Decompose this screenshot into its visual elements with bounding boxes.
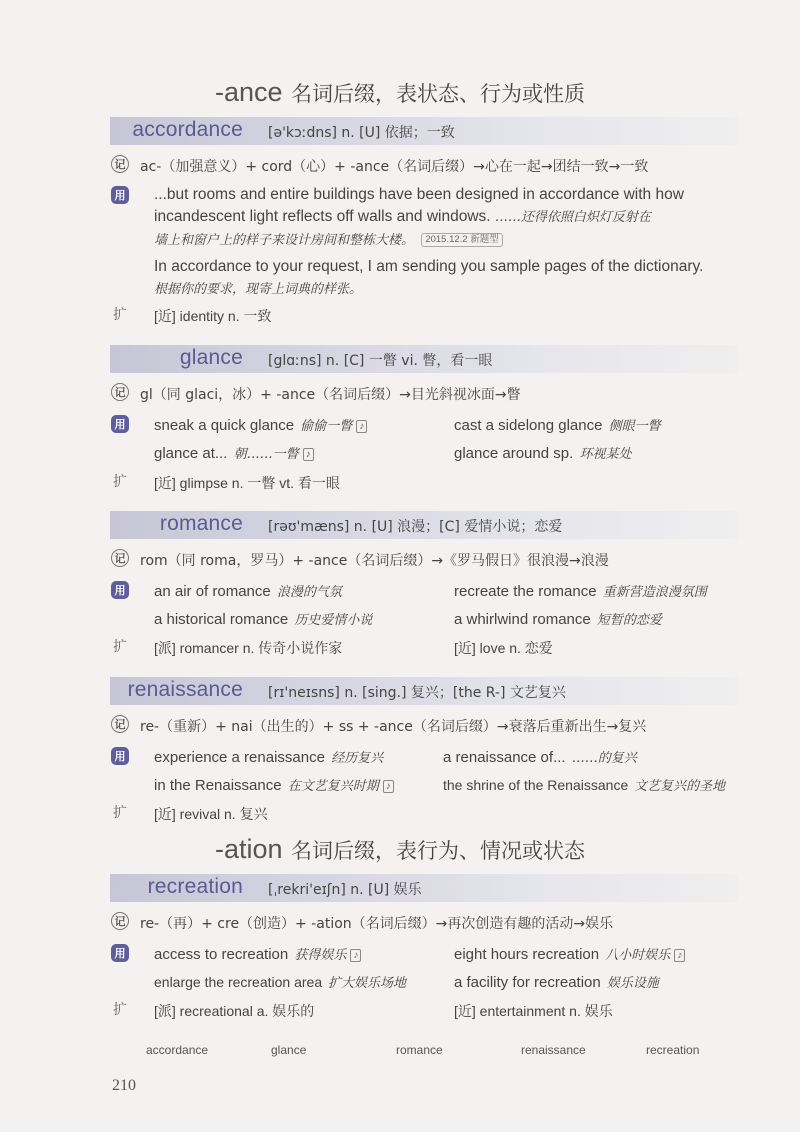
footer-word[interactable]: romance <box>396 1043 443 1057</box>
colloc-en: sneak a quick glance <box>154 417 295 434</box>
colloc-cn: 经历复兴 <box>331 751 384 766</box>
yong-icon: 用 <box>111 581 129 599</box>
kuo-icon: 扩 <box>113 474 127 490</box>
colloc-en: a renaissance of... <box>443 749 566 766</box>
entry-band-romance <box>110 511 738 539</box>
suffix-ation-desc: 名词后缀，表行为、情况或状态 <box>291 840 585 863</box>
headword-romance: romance <box>159 512 243 535</box>
audio-icon[interactable]: ♪ <box>303 448 314 461</box>
collocation-romance-3 <box>154 609 372 628</box>
ji-icon: 记 <box>111 549 129 567</box>
kuo-icon: 扩 <box>113 307 127 323</box>
example-accordance-2 <box>154 256 744 301</box>
collocation-renaissance-3 <box>154 775 394 794</box>
colloc-cn: 偷偷一瞥 <box>300 419 353 434</box>
collocation-romance-1 <box>154 581 342 600</box>
colloc-en: recreate the romance <box>454 583 597 600</box>
colloc-cn: 重新营造浪漫氛围 <box>602 585 707 600</box>
colloc-cn: 朝……一瞥 <box>233 447 299 462</box>
footer-word[interactable]: glance <box>271 1043 307 1057</box>
suffix-ance-desc: 名词后缀，表状态、行为或性质 <box>291 83 585 106</box>
kuo-icon: 扩 <box>113 639 127 655</box>
collocation-glance-1 <box>154 415 367 434</box>
section-title-ance <box>0 77 800 108</box>
example-en-line: In accordance to your request, I am sending you sample pages of the dictionary. <box>154 258 704 275</box>
page-number: 210 <box>112 1077 136 1094</box>
entry-band-renaissance <box>110 677 738 705</box>
colloc-cn: ……的复兴 <box>571 751 637 766</box>
example-accordance-1 <box>154 184 744 252</box>
colloc-cn: 获得娱乐 <box>294 948 347 963</box>
colloc-en: in the Renaissance <box>154 777 282 794</box>
section-title-ation <box>0 834 800 865</box>
yong-icon: 用 <box>111 747 129 765</box>
entry-band-accordance <box>110 117 738 145</box>
collocation-recreation-2 <box>454 944 685 963</box>
collocation-glance-2 <box>454 415 661 434</box>
colloc-cn: 八小时娱乐 <box>605 948 671 963</box>
etymology-romance: rom（同 roma，罗马）+ -ance（名词后缀）→《罗马假日》很浪漫→浪漫 <box>140 553 609 569</box>
example-cn-line: ……还得依照白炽灯反射在 <box>494 210 651 225</box>
colloc-cn: 文艺复兴的圣地 <box>634 779 726 794</box>
headword-recreation: recreation <box>147 875 243 898</box>
audio-icon[interactable]: ♪ <box>383 780 394 793</box>
kuo-icon: 扩 <box>113 805 127 821</box>
colloc-cn: 娱乐设施 <box>606 976 659 991</box>
collocation-renaissance-1 <box>154 747 383 766</box>
colloc-cn: 历史爱情小说 <box>294 613 373 628</box>
colloc-en: a historical romance <box>154 611 289 628</box>
colloc-cn: 短暂的恋爱 <box>596 613 662 628</box>
definition-romance: [rəʊ'mæns] n. [U] 浪漫；[C] 爱情小说；恋爱 <box>268 519 563 535</box>
colloc-en: eight hours recreation <box>454 946 600 963</box>
colloc-cn: 在文艺复兴时期 <box>287 779 379 794</box>
footer-word[interactable]: accordance <box>146 1043 209 1057</box>
entry-band-recreation <box>110 874 738 902</box>
headword-accordance: accordance <box>132 118 243 141</box>
colloc-cn: 侧眼一瞥 <box>608 419 661 434</box>
colloc-cn: 浪漫的气氛 <box>276 585 342 600</box>
example-en-line: incandescent light reflects off walls and windows. <box>154 208 491 225</box>
collocation-glance-4 <box>454 443 631 462</box>
collocation-glance-3 <box>154 443 314 462</box>
colloc-en: experience a renaissance <box>154 749 325 766</box>
entry-band-glance <box>110 345 738 373</box>
colloc-en: a whirlwind romance <box>454 611 591 628</box>
ji-icon: 记 <box>111 155 129 173</box>
extension-accordance: [近] identity n. 一致 <box>154 308 272 324</box>
etymology-recreation: re-（再）+ cre（创造）+ -ation（名词后缀）→再次创造有趣的活动→娱乐 <box>140 916 614 932</box>
collocation-recreation-4 <box>454 972 659 991</box>
footer-word[interactable]: renaissance <box>521 1043 586 1057</box>
colloc-en: a facility for recreation <box>454 974 601 991</box>
yong-icon: 用 <box>111 944 129 962</box>
exam-source-stamp: 2015.12.2 新题型 <box>421 233 502 247</box>
example-cn-line: 墙上和窗户上的样子来设计房间和整栋大楼。 <box>154 233 415 248</box>
yong-icon: 用 <box>111 186 129 204</box>
etymology-accordance: ac-（加强意义）+ cord（心）+ -ance（名词后缀）→心在一起→团结一致→一致 <box>140 159 649 175</box>
ji-icon: 记 <box>111 383 129 401</box>
colloc-en: access to recreation <box>154 946 289 963</box>
collocation-renaissance-4 <box>443 775 725 794</box>
definition-renaissance: [rɪ'neɪsns] n. [sing.] 复兴；[the R-] 文艺复兴 <box>268 685 566 701</box>
headword-glance: glance <box>179 346 243 369</box>
collocation-recreation-3 <box>154 972 406 991</box>
ji-icon: 记 <box>111 715 129 733</box>
definition-glance: [glɑːns] n. [C] 一瞥 vi. 瞥，看一眼 <box>268 353 493 369</box>
etymology-renaissance: re-（重新）+ nai（出生的）+ ss + -ance（名词后缀）→衰落后重新出生→复兴 <box>140 719 647 735</box>
extension-romance-1: [派] romancer n. 传奇小说作家 <box>154 640 343 656</box>
colloc-cn: 扩大娱乐场地 <box>328 976 407 991</box>
headword-renaissance: renaissance <box>127 678 243 701</box>
collocation-romance-4 <box>454 609 662 628</box>
example-cn-line: 根据你的要求，现寄上词典的样张。 <box>154 282 363 297</box>
colloc-en: cast a sidelong glance <box>454 417 603 434</box>
kuo-icon: 扩 <box>113 1002 127 1018</box>
colloc-en: the shrine of the Renaissance <box>443 777 629 793</box>
collocation-recreation-1 <box>154 944 361 963</box>
definition-accordance: [ə'kɔːdns] n. [U] 依据；一致 <box>268 125 455 141</box>
suffix-ance: -ance <box>215 77 283 107</box>
audio-icon[interactable]: ♪ <box>674 949 685 962</box>
extension-glance: [近] glimpse n. 一瞥 vt. 看一眼 <box>154 475 340 491</box>
suffix-ation: -ation <box>215 834 283 864</box>
colloc-en: glance at... <box>154 445 228 462</box>
collocation-romance-2 <box>454 581 707 600</box>
etymology-glance: gl（同 glaci，冰）+ -ance（名词后缀）→目光斜视冰面→瞥 <box>140 387 521 403</box>
collocation-renaissance-2 <box>443 747 637 766</box>
audio-icon[interactable]: ♪ <box>350 949 361 962</box>
extension-romance-2: [近] love n. 恋爱 <box>454 640 553 656</box>
colloc-en: glance around sp. <box>454 445 574 462</box>
extension-renaissance: [近] revival n. 复兴 <box>154 806 268 822</box>
footer-word[interactable]: recreation <box>646 1043 700 1057</box>
colloc-en: enlarge the recreation area <box>154 974 323 990</box>
colloc-cn: 环视某处 <box>579 447 632 462</box>
definition-recreation: [ˌrekri'eɪʃn] n. [U] 娱乐 <box>268 882 422 898</box>
extension-recreation-1: [派] recreational a. 娱乐的 <box>154 1003 315 1019</box>
ji-icon: 记 <box>111 912 129 930</box>
audio-icon[interactable]: ♪ <box>356 420 367 433</box>
yong-icon: 用 <box>111 415 129 433</box>
example-en-line: ...but rooms and entire buildings have been designed in accordance with how <box>154 186 684 203</box>
colloc-en: an air of romance <box>154 583 271 600</box>
extension-recreation-2: [近] entertainment n. 娱乐 <box>454 1003 613 1019</box>
